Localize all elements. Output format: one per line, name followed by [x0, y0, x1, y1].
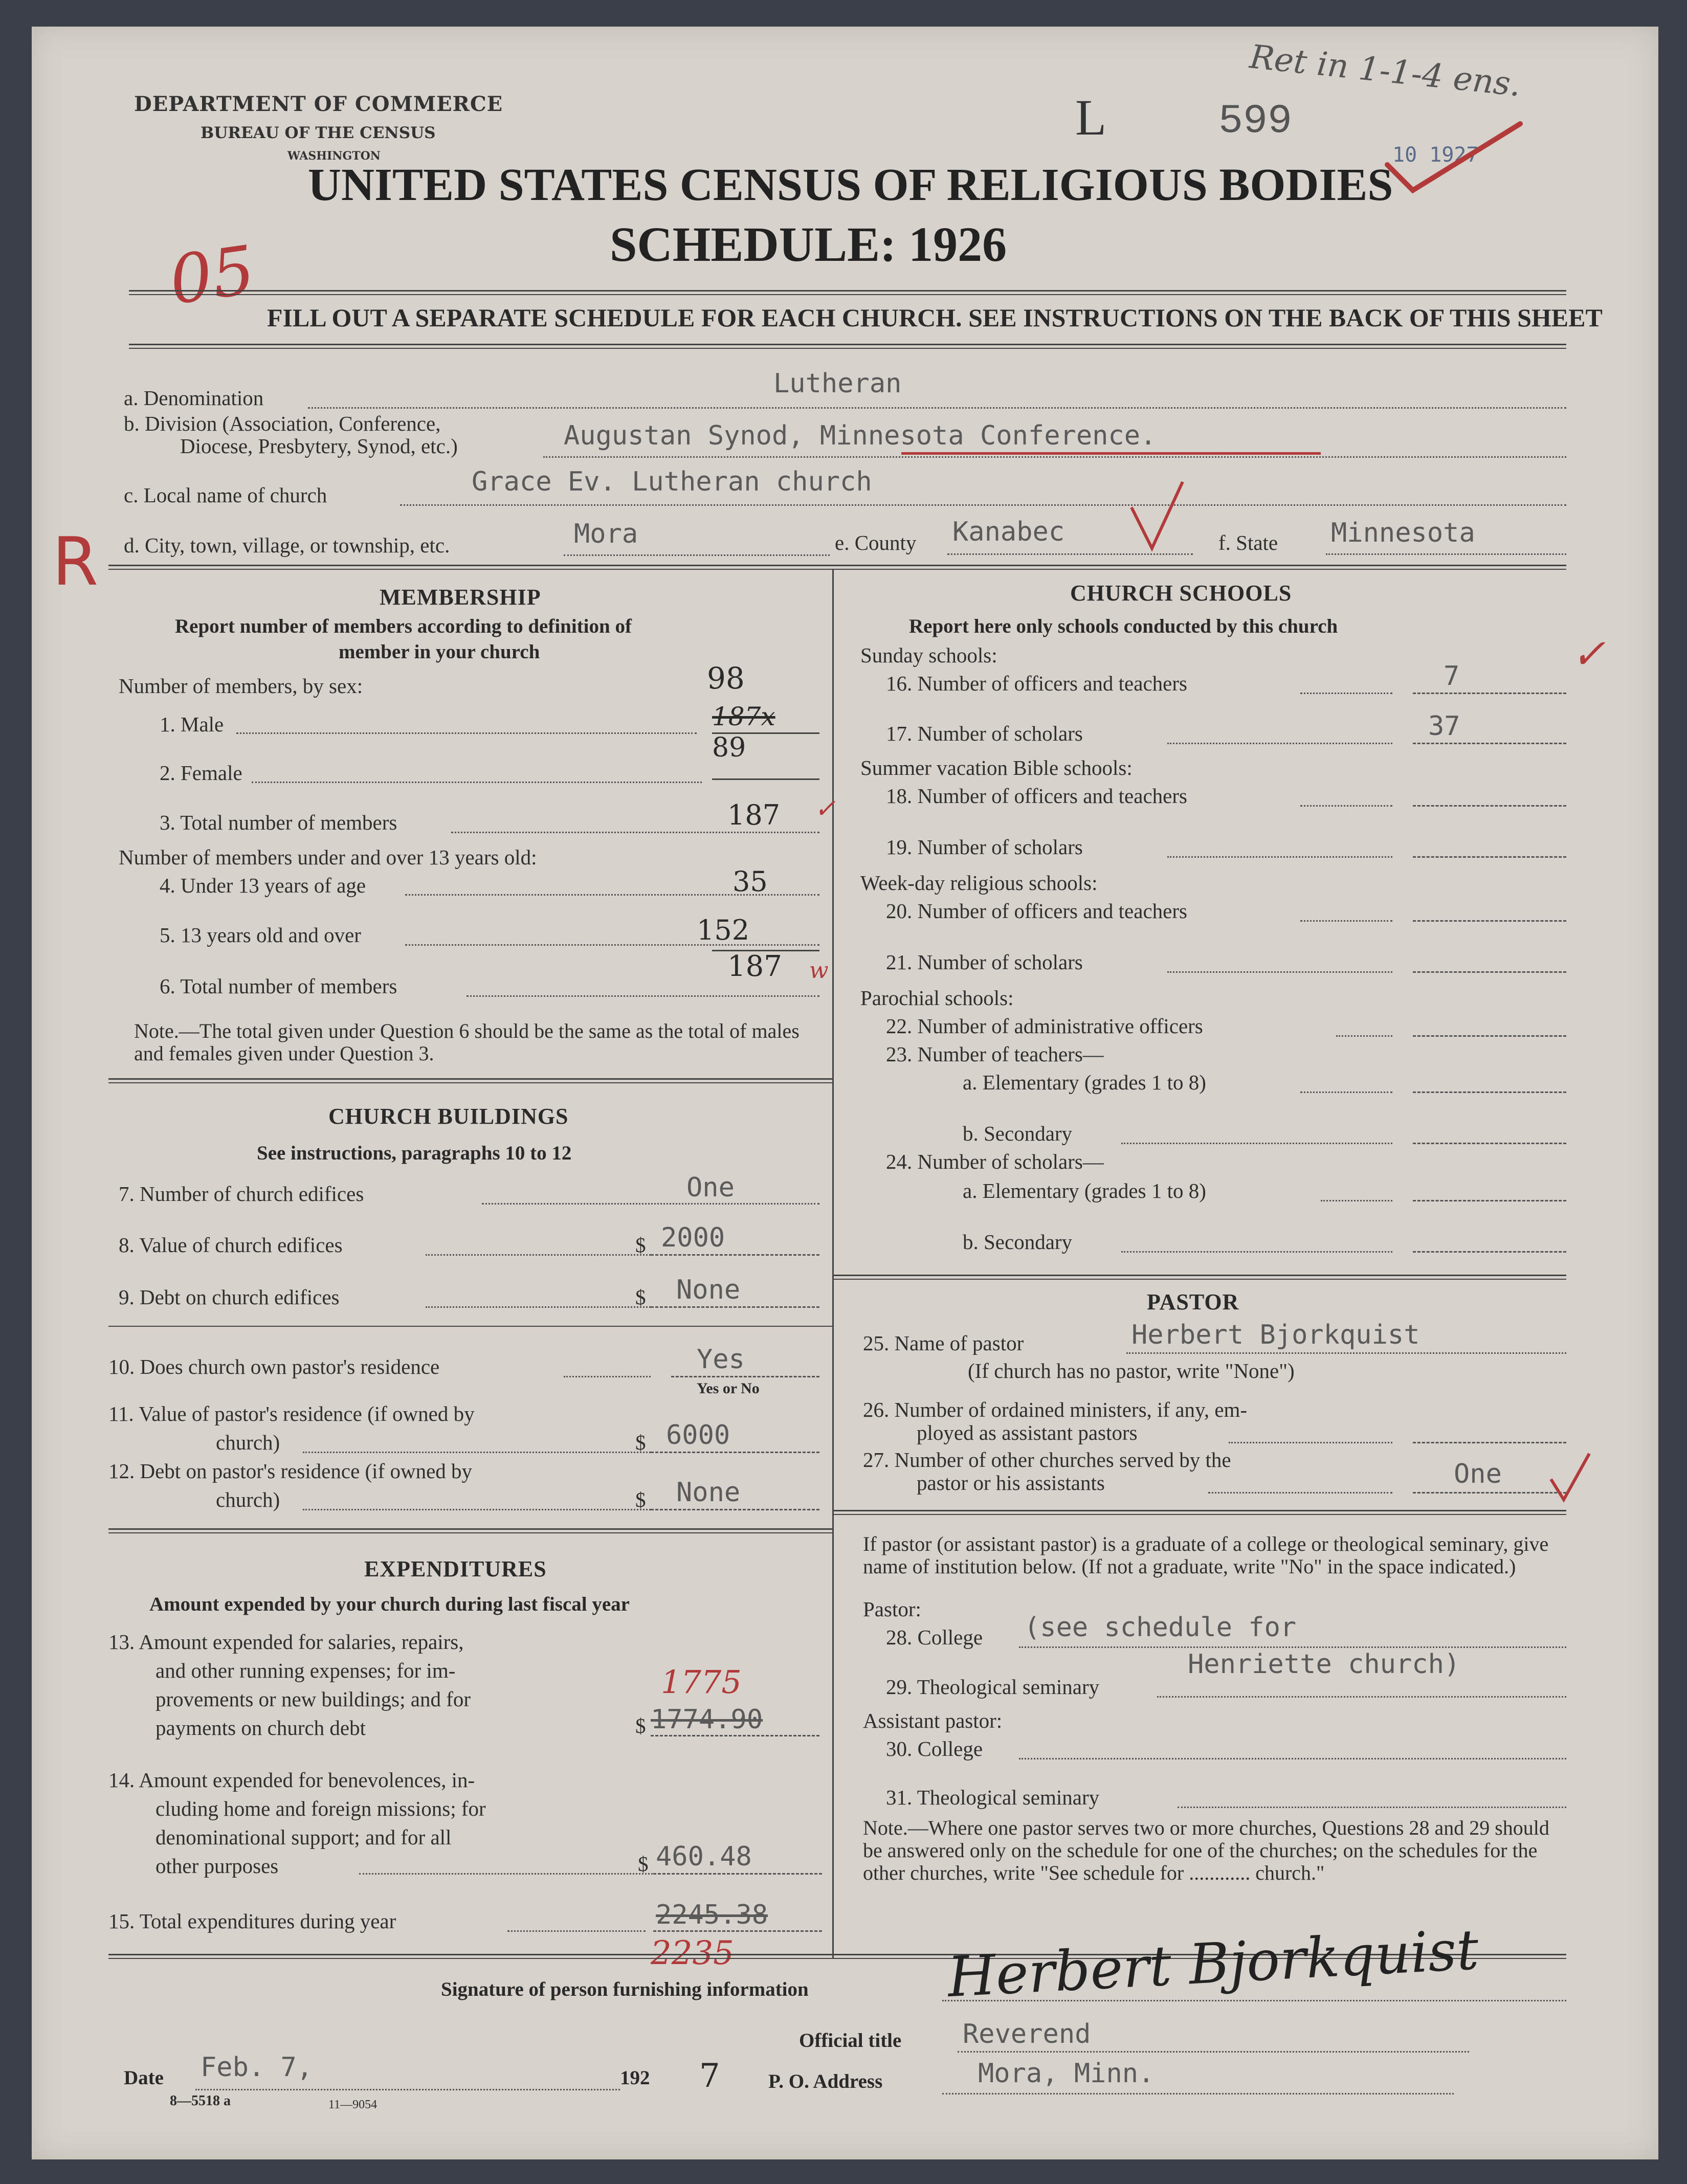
- year-prefix: 192: [620, 2067, 650, 2089]
- expenditures-heading: EXPENDITURES: [364, 1556, 547, 1581]
- over-13-value: 152: [697, 914, 750, 946]
- edifices-debt-label: 9. Debt on church edifices: [119, 1285, 340, 1309]
- total-members-value: 187: [727, 799, 781, 831]
- summer-scholars-label: 19. Number of scholars: [886, 835, 1083, 859]
- pastor-college-value-2: Henriette church): [1188, 1649, 1460, 1680]
- washington-line: WASHINGTON: [287, 149, 381, 163]
- weekday-scholars-label: 21. Number of scholars: [886, 950, 1083, 974]
- print-number: 11—9054: [328, 2098, 378, 2111]
- pastor-name-value: Herbert Bjorkquist: [1131, 1320, 1420, 1350]
- residence-debt-label-2: church): [216, 1488, 280, 1511]
- state-value: Minnesota: [1331, 518, 1475, 548]
- owns-residence-value: Yes: [697, 1344, 745, 1375]
- division-value: Augustan Synod, Minnesota Conference.: [564, 420, 1157, 451]
- weekday-officers-label: 20. Number of officers and teachers: [886, 899, 1187, 923]
- year-value: 7: [699, 2057, 720, 2095]
- date-stamp: 10 1927: [1392, 143, 1479, 167]
- signature-value: Herbert Bjorkquist: [946, 1918, 1480, 2010]
- summer-officers-label: 18. Number of officers and teachers: [886, 784, 1187, 808]
- pastor-note: Note.—Where one pastor serves two or more churches, Questions 28 and 29 should be answered only on the schedule for one of the churches; on the schedules for the other churches, write "See schedule for ............ church.": [863, 1816, 1549, 1884]
- benevolences-label: 14. Amount expended for benevolences, in- cluding home and foreign missions; for denominational support; and for all other purposes: [108, 1768, 486, 1878]
- admin-officers-label: 22. Number of administrative officers: [886, 1014, 1203, 1038]
- pastor-sub-label: Pastor:: [863, 1597, 921, 1621]
- membership-heading: MEMBERSHIP: [380, 585, 541, 610]
- pastor-heading: PASTOR: [1147, 1289, 1239, 1314]
- check-mark-icon: [1377, 119, 1530, 200]
- denomination-label: a. Denomination: [124, 386, 264, 410]
- total-expenditures-corrected: 2235: [651, 1934, 734, 1972]
- edifices-count-value: One: [686, 1172, 735, 1203]
- expenditures-instruction: Amount expended by your church during last fiscal year: [149, 1593, 630, 1615]
- assistant-seminary-label: 31. Theological seminary: [886, 1786, 1100, 1809]
- census-schedule-sheet: DEPARTMENT OF COMMERCE BUREAU OF THE CENSUS WASHINGTON UNITED STATES CENSUS OF RELIGIOUS BODIES SCHEDULE: 1926 L 599 Ret in 1-1-4 ens. 10 1927 05 FILL OUT A SEPARATE SCHEDULE FOR EACH CHURCH. SEE INSTRUCTIONS ON THE BACK OF THIS SHEET a. Denomination Lutheran b. Division (Association, Conference, Diocese, Presbytery, Synod, etc.) Augustan Synod, Minnesota Conference. c. Local name of church Grace Ev. Lutheran church R d. City, town, village, or township, etc. Mora e. County Kanabec f. State Minnesota MEMBERSHIP Report number of members according to definition of member in your church Number of members, by sex: 98 187x 1. Male 89 2. Female 3. Total number of members 187 ✓ Number of members under and over 13 years old: 4. Under 13 years of age 35 152 5. 13 years old and over 187 w 6. Total number of members Note.—The total given under Question 6 should be the same as the total of males and females given under Question 3. CHURCH BUILDINGS See instructions, paragraphs 10 to 12 7. Number of church edifices One 8. Value of church edifices $ 2000 9. Debt on church edifices $ None 10. Does church own pastor's residence Yes Yes or No 11. Value of pastor's residence (if owned by church) $ 6000 12. Debt on pastor's residence (if owned by church) $ None EXPENDITURES Amount expended by your church during last fiscal year 13. Amount expended for salaries, repairs, and other running expenses; for im- provements or new buildings; and for payments on church debt 1775 $ 1774.90 14. Amount expended for benevolences, in- cluding home and foreign missions; for denominational support; and for all other purposes $ 460.48 15. Total expenditures during year 2245.38 2235 CHURCH SCHOOLS Report here only schools conducted by this church Sunday schools: 16. Number of officers and teachers 7 ✓ 17. Number of scholars 37 Summer vacation Bible schools: 18. Number of officers and teachers 19. Number of scholars Week-day religious schools: 20. Number of officers and teachers 21. Number of scholars Parochial schools: 22. Number of administrative officers 23. Number of teachers— a. Elementary (grades 1 to 8) b. Secondary 24. Number of scholars— a. Elementary (grades 1 to 8) b. Secondary PASTOR 25. Name of pastor Herbert Bjorkquist (If church has no pastor, write "None") 26. Number of ordained ministers, if any, em- ployed as assistant pastors 27. Number of other churches served by the pastor or his assistants One If pastor (or assistant pastor) is a graduate of a college or theological seminary, give name of institution below. (If not a graduate, write "No" in the space indicated.) Pastor: 28. College (see schedule for Henriette church) 29. Theological seminary Assistant pastor: 30. College 31. Theological seminary Note.—Where one pastor serves two or more churches, Questions 28 and 29 should be answered only on the schedule for one of the churches; on the schedules for the other churches, write "See schedule for ............ church." Signature of person furnishing information Herbert Bjorkquist Official title Reverend Date Feb. 7, 192 7 P. O. Address Mora, Minn. 8—5518 a 11—9054: [32, 27, 1658, 2159]
- edifices-value-value: 2000: [661, 1222, 725, 1253]
- schedule-number: 599: [1218, 98, 1293, 145]
- county-value: Kanabec: [952, 517, 1065, 547]
- weekday-schools-label: Week-day religious schools:: [860, 871, 1098, 895]
- female-value: 89: [712, 732, 746, 763]
- denomination-value: Lutheran: [773, 368, 902, 399]
- sunday-scholars-value: 37: [1428, 711, 1460, 742]
- membership-note: Note.—The total given under Question 6 should be the same as the total of males and females given under Question 3.: [134, 1019, 800, 1065]
- under-13-label: 4. Under 13 years of age: [160, 874, 366, 897]
- male-original-value: 187x: [712, 702, 775, 731]
- pastor-college-value: (see schedule for: [1024, 1612, 1297, 1643]
- schools-heading: CHURCH SCHOOLS: [1070, 581, 1292, 606]
- teachers-elementary-label: a. Elementary (grades 1 to 8): [963, 1071, 1206, 1094]
- buildings-instruction: See instructions, paragraphs 10 to 12: [257, 1142, 572, 1164]
- division-label: b. Division (Association, Conference,: [124, 412, 441, 435]
- pastor-name-hint: (If church has no pastor, write "None"): [968, 1359, 1295, 1383]
- total-members-2-label: 6. Total number of members: [160, 974, 397, 998]
- female-label: 2. Female: [160, 761, 242, 785]
- division-red-underline: [901, 452, 1321, 455]
- state-label: f. State: [1218, 531, 1278, 554]
- assistant-ministers-label: 26. Number of ordained ministers, if any, em-: [863, 1398, 1248, 1421]
- top-right-note: Ret in 1-1-4 ens.: [1248, 38, 1523, 104]
- date-label: Date: [124, 2067, 164, 2089]
- members-by-sex-label: Number of members, by sex:: [119, 674, 363, 698]
- official-title-value: Reverend: [963, 2019, 1091, 2049]
- schools-instruction: Report here only schools conducted by this church: [909, 615, 1338, 637]
- department-line: DEPARTMENT OF COMMERCE: [134, 92, 503, 116]
- form-title: UNITED STATES CENSUS OF RELIGIOUS BODIES: [308, 160, 1393, 210]
- county-check-icon: [1126, 477, 1188, 553]
- edifices-debt-value: None: [676, 1275, 741, 1305]
- residence-debt-label: 12. Debt on pastor's residence (if owned by: [108, 1459, 473, 1483]
- code-mark: 05: [165, 231, 260, 320]
- teachers-secondary-label: b. Secondary: [963, 1122, 1073, 1145]
- bureau-line: BUREAU OF THE CENSUS: [201, 124, 436, 142]
- under-13-value: 35: [732, 865, 768, 898]
- division-label-2: Diocese, Presbytery, Synod, etc.): [180, 434, 458, 458]
- letter-stamp: L: [1075, 89, 1107, 146]
- church-name-label: c. Local name of church: [124, 483, 327, 507]
- sunday-officers-value: 7: [1444, 661, 1460, 692]
- yes-no-hint: Yes or No: [697, 1380, 760, 1397]
- date-value: Feb. 7,: [201, 2052, 313, 2083]
- assistant-ministers-label-2: ployed as assistant pastors: [917, 1421, 1138, 1444]
- over-13-label: 5. 13 years old and over: [160, 923, 361, 947]
- signature-label: Signature of person furnishing information: [441, 1978, 809, 2000]
- edifices-value-label: 8. Value of church edifices: [119, 1233, 343, 1257]
- total-members-label: 3. Total number of members: [160, 811, 397, 834]
- pastor-name-label: 25. Name of pastor: [863, 1331, 1024, 1355]
- scholars-secondary-label: b. Secondary: [963, 1230, 1073, 1254]
- official-title-label: Official title: [799, 2030, 902, 2052]
- membership-instruction-2: member in your church: [339, 641, 540, 663]
- pastor-seminary-label: 29. Theological seminary: [886, 1675, 1100, 1699]
- teachers-label: 23. Number of teachers—: [886, 1042, 1104, 1066]
- age-section-label: Number of members under and over 13 years old:: [119, 845, 537, 869]
- owns-residence-label: 10. Does church own pastor's residence: [108, 1355, 440, 1378]
- total-check-mark: ✓: [814, 794, 836, 823]
- scholars-elementary-label: a. Elementary (grades 1 to 8): [963, 1179, 1206, 1202]
- total-expenditures-label: 15. Total expenditures during year: [108, 1909, 396, 1933]
- po-address-label: P. O. Address: [768, 2070, 883, 2092]
- assistant-pastor-label: Assistant pastor:: [863, 1709, 1003, 1732]
- residence-value-label-2: church): [216, 1431, 280, 1454]
- benevolences-value: 460.48: [656, 1841, 752, 1872]
- membership-instruction-1: Report number of members according to definition of: [175, 615, 632, 637]
- running-expenses-label: 13. Amount expended for salaries, repairs, and other running expenses; for im- provements or new buildings; and for payments on church debt: [108, 1630, 471, 1740]
- r-mark: R: [52, 523, 99, 600]
- pastor-college-label: 28. College: [886, 1625, 983, 1649]
- summer-schools-label: Summer vacation Bible schools:: [860, 756, 1133, 779]
- running-expenses-corrected: 1775: [661, 1663, 742, 1701]
- county-label: e. County: [835, 531, 917, 554]
- total-members-2-value: 187: [727, 950, 782, 983]
- sunday-schools-label: Sunday schools:: [860, 643, 997, 667]
- instruction-banner: FILL OUT A SEPARATE SCHEDULE FOR EACH CHURCH. SEE INSTRUCTIONS ON THE BACK OF THIS SHEET: [267, 303, 1603, 332]
- other-churches-label: 27. Number of other churches served by the: [863, 1448, 1231, 1472]
- city-value: Mora: [574, 519, 638, 549]
- graduate-instruction: If pastor (or assistant pastor) is a graduate of a college or theological seminary, give name of institution below. (If not a graduate, write "No" in the space indicated.): [863, 1532, 1549, 1578]
- male-label: 1. Male: [160, 712, 224, 736]
- total-expenditures-original: 2245.38: [656, 1900, 768, 1930]
- parochial-schools-label: Parochial schools:: [860, 986, 1014, 1010]
- po-address-value: Mora, Minn.: [978, 2058, 1155, 2089]
- other-churches-value: One: [1454, 1459, 1502, 1489]
- other-churches-check-icon: [1546, 1448, 1592, 1505]
- sunday-officers-label: 16. Number of officers and teachers: [886, 672, 1187, 695]
- sunday-check-mark: ✓: [1571, 630, 1606, 678]
- church-name-value: Grace Ev. Lutheran church: [472, 466, 872, 497]
- form-number: 8—5518 a: [170, 2093, 231, 2109]
- running-expenses-original: 1774.90: [651, 1704, 763, 1735]
- edifices-count-label: 7. Number of church edifices: [119, 1182, 364, 1206]
- scholars-label: 24. Number of scholars—: [886, 1150, 1104, 1173]
- total-2-mark: w: [809, 957, 829, 984]
- assistant-college-label: 30. College: [886, 1737, 983, 1760]
- male-corrected-value: 98: [707, 661, 745, 696]
- schedule-year: SCHEDULE: 1926: [610, 217, 1007, 272]
- residence-value-value: 6000: [666, 1420, 730, 1451]
- buildings-heading: CHURCH BUILDINGS: [328, 1104, 569, 1129]
- sunday-scholars-label: 17. Number of scholars: [886, 722, 1083, 745]
- city-label: d. City, town, village, or township, etc.: [124, 533, 450, 557]
- other-churches-label-2: pastor or his assistants: [917, 1471, 1105, 1495]
- residence-debt-value: None: [676, 1477, 741, 1508]
- residence-value-label: 11. Value of pastor's residence (if owned by: [108, 1402, 475, 1425]
